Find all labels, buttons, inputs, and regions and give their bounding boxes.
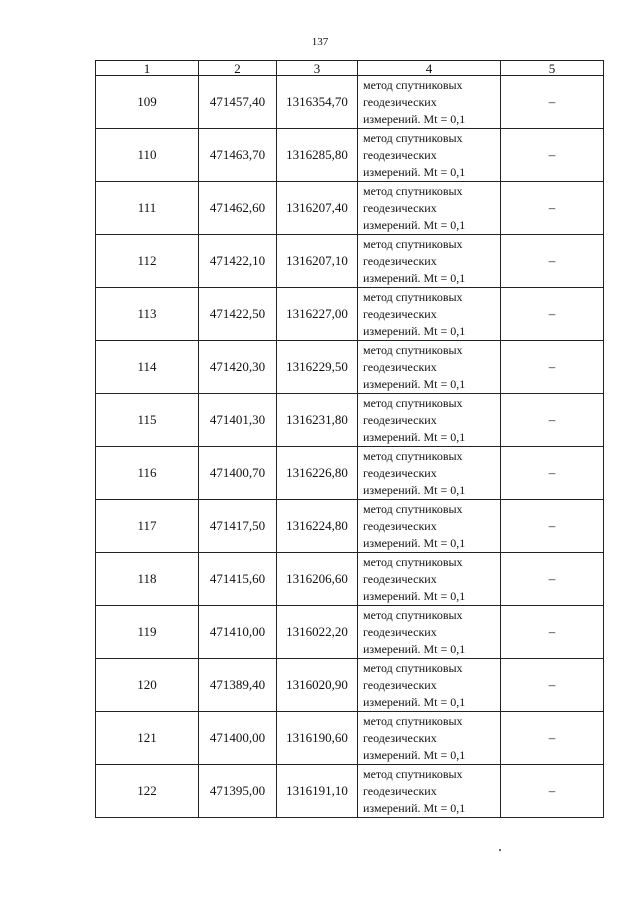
header-cell-4: 4: [358, 61, 501, 76]
note-dash: –: [501, 235, 604, 288]
coordinate-y: 1316231,80: [277, 394, 358, 447]
table-row: [96, 765, 604, 818]
method-line: метод спутниковых: [363, 183, 463, 198]
table-row: [96, 76, 604, 129]
coordinate-y: 1316207,10: [277, 235, 358, 288]
note-dash: –: [501, 659, 604, 712]
note-dash: –: [501, 606, 604, 659]
coordinate-x: 471400,00: [199, 712, 277, 765]
note-dash: –: [501, 500, 604, 553]
coordinate-y: 1316206,60: [277, 553, 358, 606]
method-line: измерений. Mt = 0,1: [363, 641, 466, 656]
table-body: [96, 76, 604, 818]
method-line: измерений. Mt = 0,1: [363, 747, 466, 762]
method-line: измерений. Mt = 0,1: [363, 217, 466, 232]
method-line: геодезических: [363, 783, 437, 798]
note-dash: –: [501, 76, 604, 129]
method-description: [358, 553, 501, 606]
method-line: метод спутниковых: [363, 448, 463, 463]
note-dash: –: [501, 394, 604, 447]
method-line: измерений. Mt = 0,1: [363, 376, 466, 391]
note-dash: –: [501, 129, 604, 182]
note-dash: –: [501, 712, 604, 765]
point-number: 112: [96, 235, 199, 288]
method-line: метод спутниковых: [363, 130, 463, 145]
coordinate-y: 1316190,60: [277, 712, 358, 765]
coordinate-x: 471410,00: [199, 606, 277, 659]
point-number: 116: [96, 447, 199, 500]
coordinate-x: 471420,30: [199, 341, 277, 394]
point-number: 119: [96, 606, 199, 659]
method-line: измерений. Mt = 0,1: [363, 588, 466, 603]
method-line: геодезических: [363, 253, 437, 268]
note-dash: –: [501, 288, 604, 341]
table-row: [96, 182, 604, 235]
table-row: [96, 500, 604, 553]
coordinate-y: 1316229,50: [277, 341, 358, 394]
method-line: метод спутниковых: [363, 713, 463, 728]
table-row: [96, 712, 604, 765]
method-description: [358, 712, 501, 765]
table-row: [96, 288, 604, 341]
method-description: [358, 182, 501, 235]
method-line: геодезических: [363, 518, 437, 533]
table-row: [96, 235, 604, 288]
method-line: геодезических: [363, 200, 437, 215]
method-description: [358, 447, 501, 500]
header-cell-3: 3: [277, 61, 358, 76]
coordinate-y: 1316224,80: [277, 500, 358, 553]
method-line: метод спутниковых: [363, 342, 463, 357]
coordinate-y: 1316226,80: [277, 447, 358, 500]
coordinate-x: 471389,40: [199, 659, 277, 712]
method-line: метод спутниковых: [363, 501, 463, 516]
table-header-row: [96, 61, 604, 76]
coordinate-y: 1316354,70: [277, 76, 358, 129]
method-line: измерений. Mt = 0,1: [363, 694, 466, 709]
table-row: [96, 341, 604, 394]
header-cell-2: 2: [199, 61, 277, 76]
point-number: 115: [96, 394, 199, 447]
method-line: геодезических: [363, 465, 437, 480]
method-line: измерений. Mt = 0,1: [363, 111, 466, 126]
method-description: [358, 606, 501, 659]
method-line: метод спутниковых: [363, 77, 463, 92]
note-dash: –: [501, 341, 604, 394]
table-row: [96, 129, 604, 182]
method-line: метод спутниковых: [363, 554, 463, 569]
coordinates-table: [95, 60, 604, 818]
method-line: метод спутниковых: [363, 766, 463, 781]
method-description: [358, 659, 501, 712]
method-line: метод спутниковых: [363, 660, 463, 675]
point-number: 117: [96, 500, 199, 553]
method-line: метод спутниковых: [363, 607, 463, 622]
coordinate-x: 471422,10: [199, 235, 277, 288]
coordinate-x: 471401,30: [199, 394, 277, 447]
header-cell-1: 1: [96, 61, 199, 76]
method-line: геодезических: [363, 412, 437, 427]
coordinate-y: 1316022,20: [277, 606, 358, 659]
method-line: измерений. Mt = 0,1: [363, 482, 466, 497]
coordinate-x: 471422,50: [199, 288, 277, 341]
header-cell-5: 5: [501, 61, 604, 76]
table-row: [96, 606, 604, 659]
coordinate-y: 1316285,80: [277, 129, 358, 182]
method-line: метод спутниковых: [363, 395, 463, 410]
stray-mark: [499, 849, 501, 851]
method-line: измерений. Mt = 0,1: [363, 270, 466, 285]
point-number: 118: [96, 553, 199, 606]
coordinate-y: 1316191,10: [277, 765, 358, 818]
note-dash: –: [501, 553, 604, 606]
method-description: [358, 235, 501, 288]
point-number: 113: [96, 288, 199, 341]
coordinate-y: 1316227,00: [277, 288, 358, 341]
point-number: 111: [96, 182, 199, 235]
table-row: [96, 553, 604, 606]
method-line: геодезических: [363, 94, 437, 109]
coordinate-x: 471457,40: [199, 76, 277, 129]
coordinate-y: 1316207,40: [277, 182, 358, 235]
method-line: геодезических: [363, 677, 437, 692]
method-description: [358, 394, 501, 447]
coordinate-x: 471395,00: [199, 765, 277, 818]
method-line: измерений. Mt = 0,1: [363, 535, 466, 550]
method-description: [358, 500, 501, 553]
note-dash: –: [501, 765, 604, 818]
coordinate-x: 471462,60: [199, 182, 277, 235]
point-number: 110: [96, 129, 199, 182]
method-line: геодезических: [363, 624, 437, 639]
table-row: [96, 659, 604, 712]
table-row: [96, 447, 604, 500]
method-line: геодезических: [363, 306, 437, 321]
coordinate-x: 471417,50: [199, 500, 277, 553]
point-number: 121: [96, 712, 199, 765]
method-line: геодезических: [363, 147, 437, 162]
method-line: метод спутниковых: [363, 236, 463, 251]
method-line: измерений. Mt = 0,1: [363, 164, 466, 179]
method-line: геодезических: [363, 730, 437, 745]
method-line: метод спутниковых: [363, 289, 463, 304]
method-line: геодезических: [363, 571, 437, 586]
page-number: 137: [311, 36, 329, 48]
method-line: измерений. Mt = 0,1: [363, 429, 466, 444]
method-description: [358, 129, 501, 182]
table-row: [96, 394, 604, 447]
method-description: [358, 341, 501, 394]
point-number: 120: [96, 659, 199, 712]
note-dash: –: [501, 447, 604, 500]
coordinate-x: 471415,60: [199, 553, 277, 606]
coordinate-x: 471400,70: [199, 447, 277, 500]
coordinate-x: 471463,70: [199, 129, 277, 182]
method-description: [358, 765, 501, 818]
coordinate-y: 1316020,90: [277, 659, 358, 712]
point-number: 114: [96, 341, 199, 394]
method-description: [358, 288, 501, 341]
note-dash: –: [501, 182, 604, 235]
method-line: измерений. Mt = 0,1: [363, 800, 466, 815]
method-line: измерений. Mt = 0,1: [363, 323, 466, 338]
point-number: 109: [96, 76, 199, 129]
method-description: [358, 76, 501, 129]
method-line: геодезических: [363, 359, 437, 374]
point-number: 122: [96, 765, 199, 818]
